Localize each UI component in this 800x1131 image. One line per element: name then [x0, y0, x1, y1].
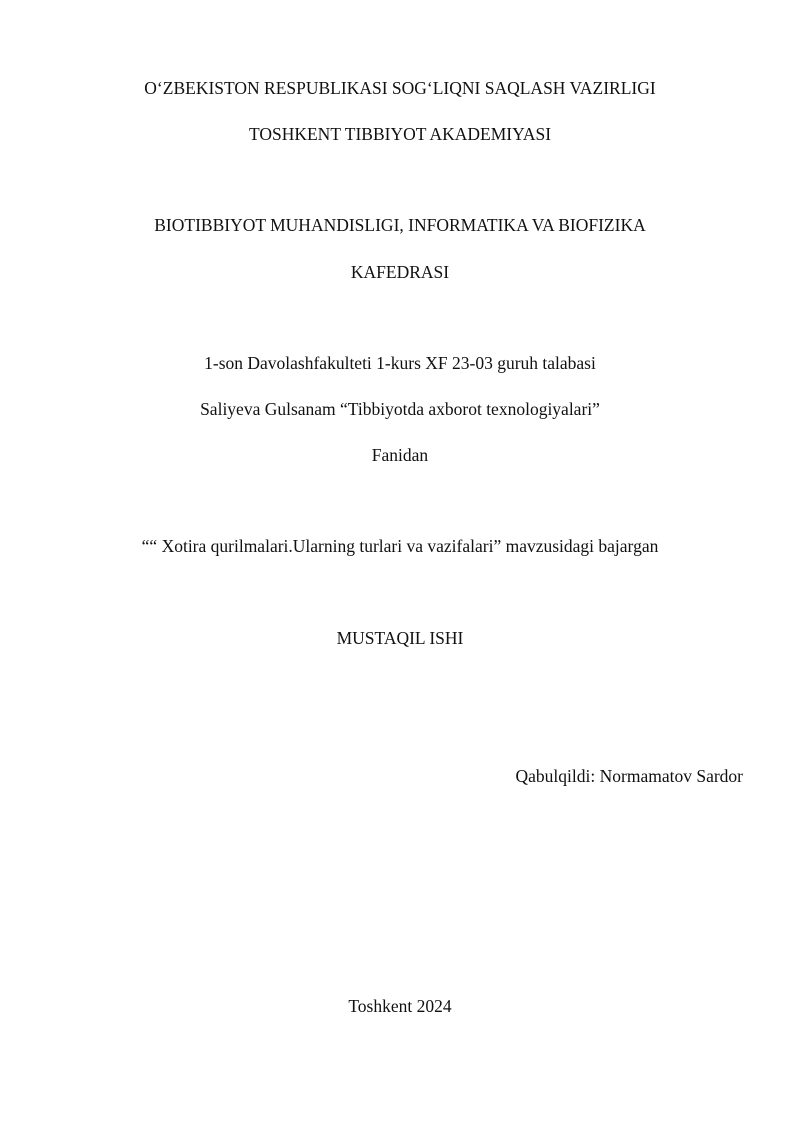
student-group-line: 1-son Davolashfakulteti 1-kurs XF 23-03 guruh talabasi: [204, 353, 596, 373]
work-type-title: MUSTAQIL ISHI: [336, 628, 464, 648]
city-year: Toshkent 2024: [348, 996, 452, 1016]
ministry-heading: O‘ZBEKISTON RESPUBLIKASI SOG‘LIQNI SAQLASH VAZIRLIGI: [144, 78, 656, 98]
department-line-2: KAFEDRASI: [350, 262, 450, 282]
student-name-subject-line: Saliyeva Gulsanam “Tibbiyotda axborot texnologiyalari”: [200, 399, 600, 419]
topic-line: ““ Xotira qurilmalari.Ularning turlari va vazifalari” mavzusidagi bajargan: [141, 536, 659, 556]
academy-heading: TOSHKENT TIBBIYOT AKADEMIYASI: [248, 124, 552, 144]
department-line-1: BIOTIBBIYOT MUHANDISLIGI, INFORMATIKA VA BIOFIZIKA: [154, 215, 646, 235]
reviewer-line: Qabulqildi: Normamatov Sardor: [515, 766, 743, 786]
subject-suffix: Fanidan: [371, 445, 429, 465]
